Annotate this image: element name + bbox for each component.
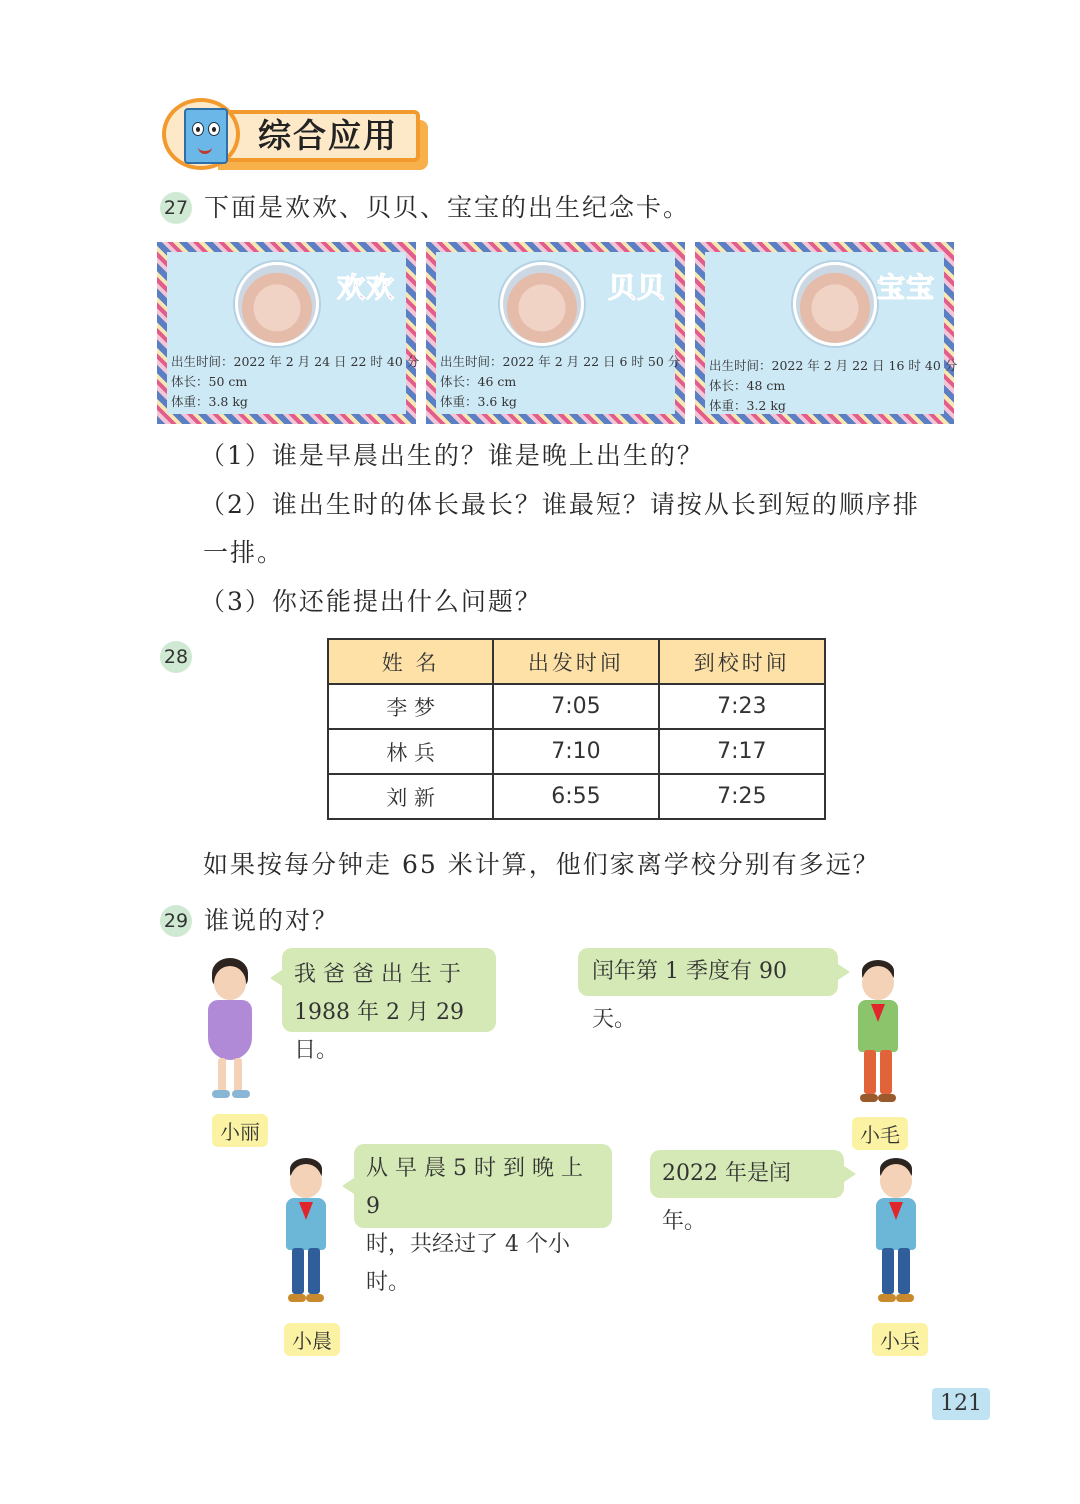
birth-length: 体长：50 cm xyxy=(171,374,248,389)
depart-time: 7:10 xyxy=(493,729,658,774)
mascot-book-icon xyxy=(162,98,240,170)
column-header: 到校时间 xyxy=(659,639,825,684)
speech-line: 我 爸 爸 出 生 于 xyxy=(294,962,461,987)
column-header: 姓 名 xyxy=(328,639,493,684)
baby-photo xyxy=(793,262,877,346)
student-name: 刘 新 xyxy=(328,774,493,819)
sub-question-2-cont: 一排。 xyxy=(203,538,285,567)
question-text: 如果按每分钟走 65 米计算，他们家离学校分别有多远？ xyxy=(203,850,880,879)
speech-line: 1988 年 2 月 29 日。 xyxy=(294,1000,464,1063)
mouth-icon xyxy=(198,144,212,154)
speech-bubble xyxy=(354,1144,612,1295)
speech-bubble xyxy=(578,948,838,1032)
student-name: 李 梦 xyxy=(328,684,493,729)
boy-illustration xyxy=(276,1158,346,1318)
boy-illustration xyxy=(840,960,910,1120)
table-header-row xyxy=(328,639,825,684)
sub-question-2: （2）谁出生时的体长最长？谁最短？请按从长到短的顺序排 xyxy=(200,490,920,519)
table-row xyxy=(328,774,825,819)
book-icon xyxy=(184,108,228,164)
birth-length: 体长：46 cm xyxy=(440,374,517,389)
birth-card xyxy=(426,242,685,424)
baby-name: 贝贝 xyxy=(608,271,667,304)
column-header: 出发时间 xyxy=(493,639,658,684)
birth-weight: 体重：3.2 kg xyxy=(709,398,786,413)
baby-photo xyxy=(235,262,319,346)
birth-time: 出生时间：2022 年 2 月 22 日 6 时 50 分 xyxy=(440,354,681,369)
speaker-name: 小兵 xyxy=(872,1323,928,1356)
speaker-name: 小毛 xyxy=(852,1117,908,1150)
question-prompt: 谁说的对？ xyxy=(204,906,340,935)
speaker-name: 小丽 xyxy=(212,1114,268,1147)
question-number: 27 xyxy=(160,192,192,224)
section-title: 综合应用 xyxy=(258,116,398,155)
student-name: 林 兵 xyxy=(328,729,493,774)
birth-time: 出生时间：2022 年 2 月 22 日 16 时 40 分 xyxy=(709,358,958,373)
baby-name: 欢欢 xyxy=(337,271,396,304)
sub-question-1: （1）谁是早晨出生的？谁是晚上出生的？ xyxy=(200,441,704,470)
speaker-name: 小晨 xyxy=(284,1323,340,1356)
time-table xyxy=(327,638,826,820)
table-row xyxy=(328,684,825,729)
arrive-time: 7:17 xyxy=(659,729,825,774)
eye-icon xyxy=(208,122,220,136)
speech-line: 从 早 晨 5 时 到 晚 上 9 xyxy=(366,1156,583,1219)
arrive-time: 7:25 xyxy=(659,774,825,819)
depart-time: 6:55 xyxy=(493,774,658,819)
baby-name: 宝宝 xyxy=(877,271,936,304)
question-number: 29 xyxy=(160,905,192,937)
birth-length: 体长：48 cm xyxy=(709,378,786,393)
arrive-time: 7:23 xyxy=(659,684,825,729)
sub-question-3: （3）你还能提出什么问题？ xyxy=(200,587,542,616)
question-prompt: 下面是欢欢、贝贝、宝宝的出生纪念卡。 xyxy=(204,193,691,222)
speech-bubble xyxy=(282,948,496,1063)
section-header xyxy=(162,98,424,170)
page-number: 121 xyxy=(932,1388,990,1420)
birth-card xyxy=(695,242,958,424)
depart-time: 7:05 xyxy=(493,684,658,729)
speech-line: 2022 年是闰年。 xyxy=(662,1161,791,1234)
birth-weight: 体重：3.6 kg xyxy=(440,394,517,409)
baby-photo xyxy=(500,262,584,346)
table-row xyxy=(328,729,825,774)
birth-card xyxy=(157,242,420,424)
speech-line: 闰年第 1 季度有 90 天。 xyxy=(592,959,787,1032)
question-number: 28 xyxy=(160,641,192,673)
speech-bubble xyxy=(650,1150,844,1234)
eye-icon xyxy=(192,122,204,136)
birth-time: 出生时间：2022 年 2 月 24 日 22 时 40 分 xyxy=(171,354,420,369)
speech-line: 时，共经过了 4 个小时。 xyxy=(366,1232,570,1295)
birth-weight: 体重：3.8 kg xyxy=(171,394,248,409)
boy-illustration xyxy=(858,1158,928,1318)
